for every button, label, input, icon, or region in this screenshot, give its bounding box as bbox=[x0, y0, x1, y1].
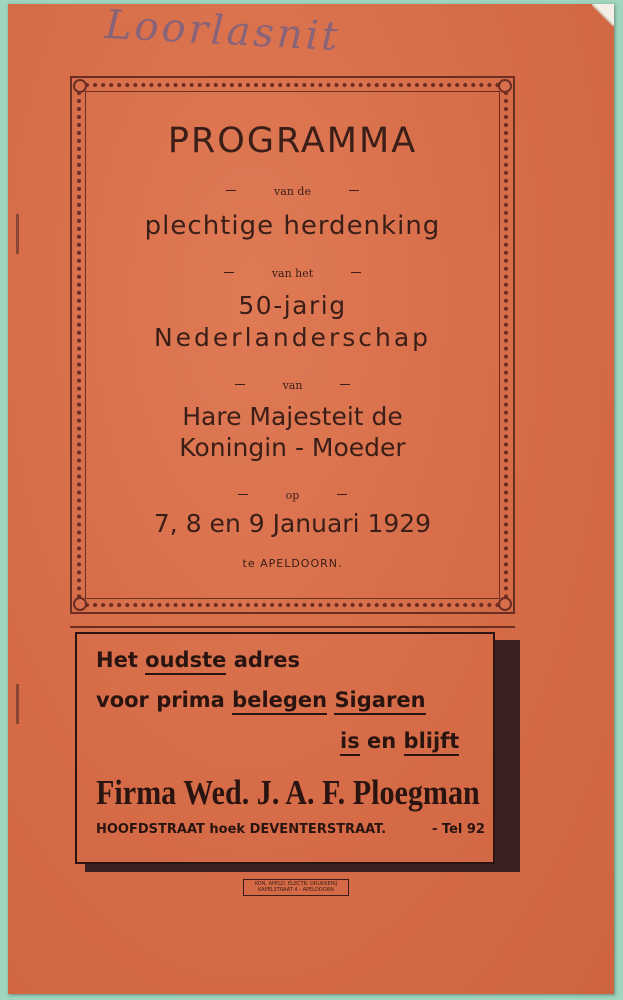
text-van-het: van het bbox=[271, 267, 314, 280]
divider-rule bbox=[70, 626, 515, 628]
dash bbox=[224, 272, 234, 273]
ad-word-underlined: Sigaren bbox=[334, 688, 425, 715]
staple-mark bbox=[16, 214, 19, 254]
text-van: van bbox=[282, 379, 303, 392]
line-nederlanderschap: Nederlanderschap bbox=[153, 323, 432, 352]
ad-shadow-bottom bbox=[85, 864, 520, 872]
imprint-line-2: KAPELSTRAAT 4 - APELDOORN bbox=[258, 887, 334, 893]
line-plechtige-herdenking: plechtige herdenking bbox=[144, 211, 441, 241]
corner-fold bbox=[592, 4, 614, 26]
line-50-jarig: 50-jarig bbox=[238, 291, 347, 320]
ad-word-underlined: blijft bbox=[404, 729, 460, 756]
ad-line-1 bbox=[96, 648, 300, 672]
ad-line-2 bbox=[96, 688, 426, 712]
corner-rosette-icon bbox=[498, 597, 512, 611]
imprint-line-1: KON. APELD. ELECTR. DRUKKERIJ bbox=[254, 881, 338, 887]
text-op: op bbox=[285, 489, 300, 502]
dash bbox=[351, 272, 361, 273]
separator-van bbox=[70, 374, 515, 393]
ad-word: adres bbox=[233, 648, 300, 672]
ad-word: en bbox=[367, 729, 397, 753]
firm-name: Firma Wed. J. A. F. Ploegman bbox=[96, 773, 480, 812]
firm-address: HOOFDSTRAAT hoek DEVENTERSTRAAT. bbox=[96, 822, 387, 837]
corner-rosette-icon bbox=[73, 79, 87, 93]
dash bbox=[226, 190, 236, 191]
dash bbox=[238, 494, 248, 495]
ad-word-underlined: is bbox=[340, 729, 360, 756]
line-hare-majesteit: Hare Majesteit de bbox=[182, 402, 403, 431]
separator-op bbox=[70, 484, 515, 503]
line-koningin-moeder: Koningin - Moeder bbox=[179, 433, 406, 462]
staple-mark bbox=[16, 684, 19, 724]
separator-van-het bbox=[70, 262, 515, 281]
corner-rosette-icon bbox=[73, 597, 87, 611]
programme-title: PROGRAMMA bbox=[167, 121, 418, 161]
dash bbox=[235, 384, 245, 385]
text-van-de: van de bbox=[274, 185, 311, 198]
printer-imprint bbox=[243, 879, 349, 896]
handwritten-note: Loorlasnit bbox=[103, 1, 342, 61]
ad-word-underlined: belegen bbox=[232, 688, 327, 715]
firm-telephone: - Tel 92 bbox=[432, 822, 485, 837]
ad-word: voor prima bbox=[96, 688, 225, 712]
ad-word-underlined: oudste bbox=[145, 648, 226, 675]
dash bbox=[349, 190, 359, 191]
event-location: te APELDOORN. bbox=[242, 557, 343, 570]
ad-line-3 bbox=[340, 729, 459, 753]
ad-word: Het bbox=[96, 648, 138, 672]
separator-van-de bbox=[70, 180, 515, 199]
dash bbox=[340, 384, 350, 385]
dash bbox=[337, 494, 347, 495]
corner-rosette-icon bbox=[498, 79, 512, 93]
event-dates: 7, 8 en 9 Januari 1929 bbox=[153, 509, 432, 538]
ad-shadow-right bbox=[495, 640, 520, 872]
